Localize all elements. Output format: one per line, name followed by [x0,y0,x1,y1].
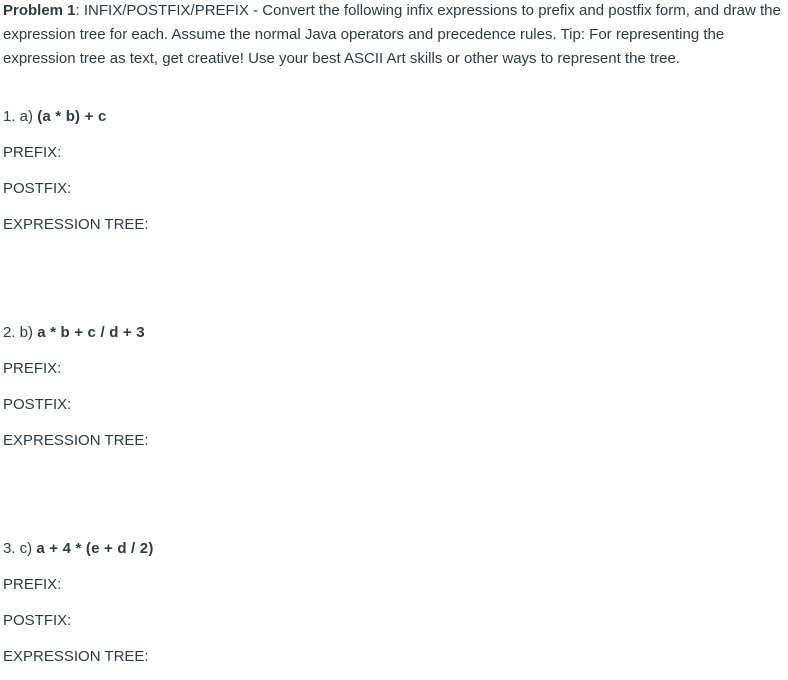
problem-c-postfix-label: POSTFIX: [3,612,72,629]
problem-b-tree-label: EXPRESSION TREE: [3,432,149,449]
problem-c-prefix-label: PREFIX: [3,576,62,593]
problem-a-expression: (a * b) + c [37,108,107,125]
problem-a-prefix-label: PREFIX: [3,144,62,161]
problem-a-postfix-label: POSTFIX: [3,180,72,197]
problem-c-tree-label: EXPRESSION TREE: [3,648,149,665]
problem-a-tree-label: EXPRESSION TREE: [3,216,149,233]
problem-c-expression: a + 4 * (e + d / 2) [36,540,154,557]
problem-intro [3,0,783,71]
problem-b-title [3,323,145,343]
problem-instructions: : INFIX/POSTFIX/PREFIX - Convert the following infix expressions to prefix and postfix form, and draw the expression tree for each. Assume the normal Java operators and precedence rules. Tip: For representing the expression tree as text, get creative! Use your best ASCII Art skills or other ways to represent the tree. [3,2,781,67]
problem-a-label: 1. a) [3,108,38,125]
problem-b-label: 2. b) [3,324,38,341]
problem-a-title [3,107,107,127]
problem-b-prefix-label: PREFIX: [3,360,62,377]
problem-heading: Problem 1 [3,2,76,19]
problem-b-postfix-label: POSTFIX: [3,396,72,413]
problem-c-title [3,539,154,559]
problem-b-expression: a * b + c / d + 3 [37,324,145,341]
problem-c-label: 3. c) [3,540,37,557]
